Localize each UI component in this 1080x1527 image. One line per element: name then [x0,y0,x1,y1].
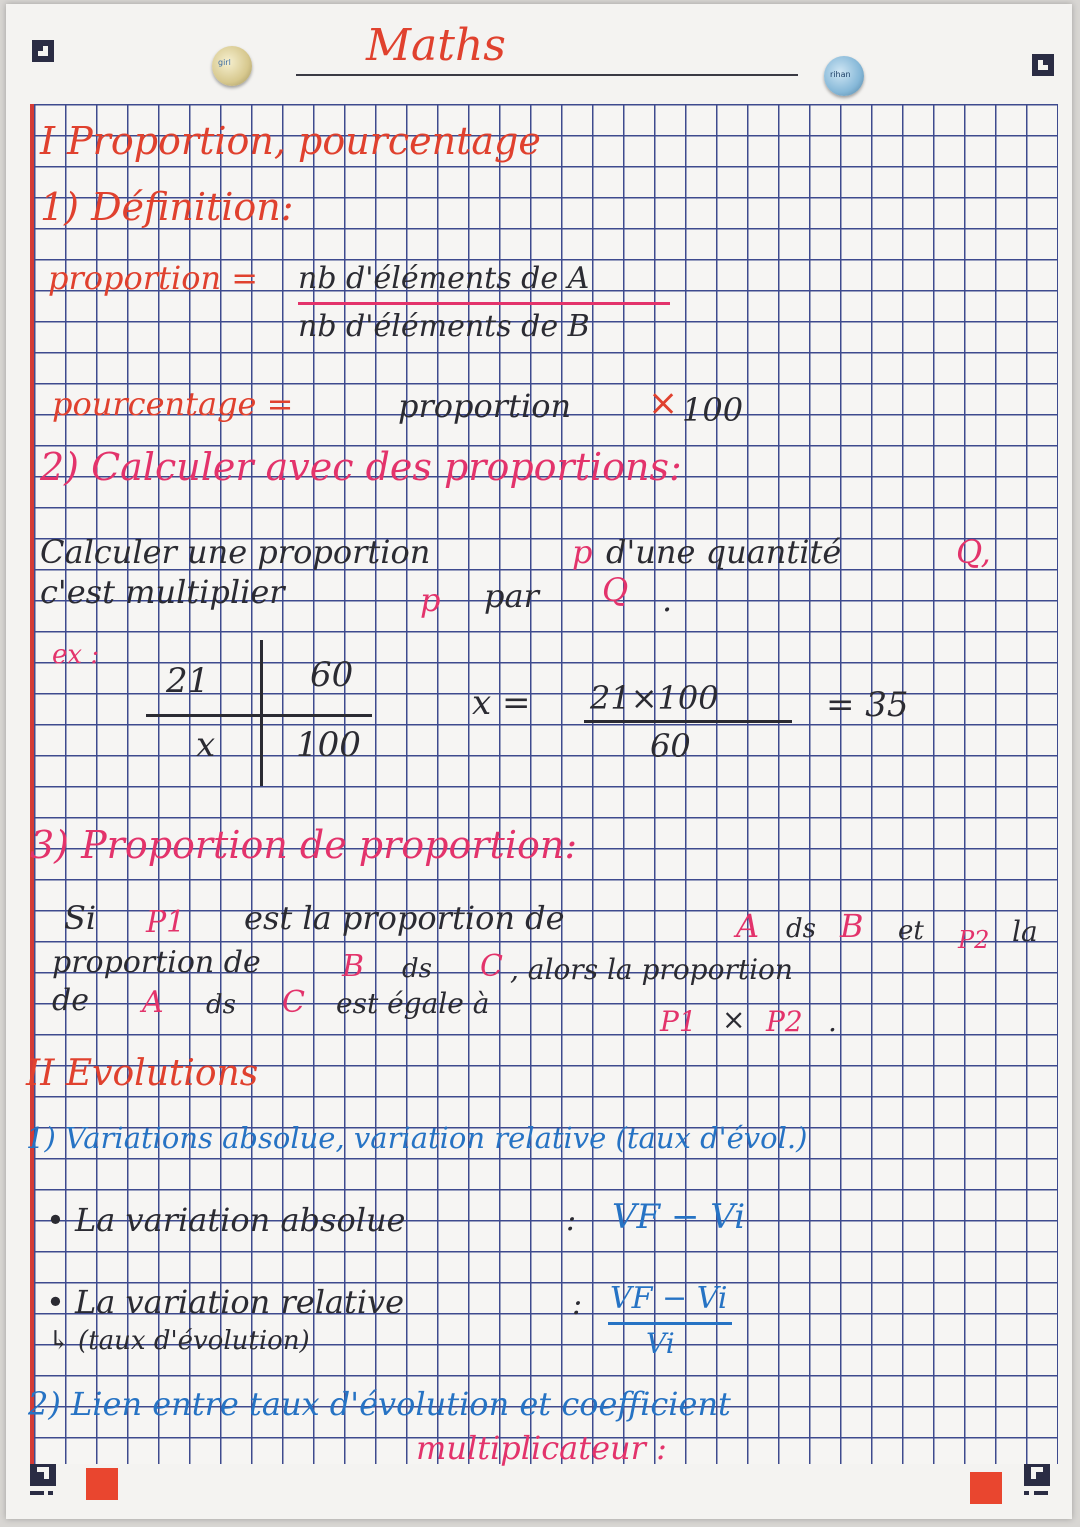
formula-numerator: 21×100 [590,679,719,717]
relative-variation-denominator: Vi [646,1327,675,1360]
proportion-label: proportion = [48,259,259,297]
table-vertical-line [260,640,263,786]
calc-line2-text-b: par [484,577,539,615]
relative-variation-label: • La variation relative [46,1283,405,1321]
formula-denominator: 60 [650,727,691,765]
calc-line1-text-b: d'une quantité [606,533,842,571]
percentage-hundred: 100 [682,391,744,429]
calc-line2-end: . [662,581,673,619]
pp-line3-C: C [282,985,305,1020]
pp-line1-si: Si [64,899,97,937]
subsection-2-1-heading: 1) Variations absolue, variation relative (taux d'évol.) [26,1121,808,1155]
calc-line1-p: p [572,533,593,571]
pp-line1-ds: ds [786,914,816,944]
subsection-1-3-heading: 3) Proportion de proportion: [30,823,578,867]
orange-square-marker-left [86,1468,118,1500]
absolute-variation-label: • La variation absolue [46,1201,406,1239]
grid-paper [30,104,1058,1467]
page-title: Maths [366,20,506,71]
absolute-variation-formula: VF − Vi [612,1197,746,1237]
corner-marker-top-right-icon [1032,54,1054,76]
subsection-1-2-heading: 2) Calculer avec des proportions: [40,445,682,489]
table-horizontal-line [146,714,372,717]
pp-line3-p2: P2 [766,1005,803,1038]
table-cell-r1c2: 60 [310,655,354,695]
pp-line3-de: de [52,983,89,1018]
pp-line1-p2: P2 [958,926,990,954]
pp-line2-ds: ds [402,954,432,984]
pp-line2-C: C [480,949,503,984]
percentage-proportion: proportion [398,387,572,425]
pp-line2-B: B [342,949,365,984]
notebook-page [6,4,1072,1519]
relative-variation-colon: : [572,1287,583,1322]
pp-line3-ds: ds [206,990,236,1020]
pp-line2-alors: , alors la proportion [510,953,793,986]
proportion-numerator: nb d'éléments de A [298,261,590,296]
pp-line3-egale: est égale à [336,987,490,1020]
subsection-1-1-heading: 1) Définition: [40,185,294,229]
pp-line1-text: est la proportion de [244,899,565,937]
section-2-heading: II Evolutions [26,1053,259,1094]
formula-lhs: x = [472,683,531,723]
relative-variation-subnote: ↳ (taux d'évolution) [48,1326,310,1356]
subsection-2-2-heading-line1: 2) Lien entre taux d'évolution et coefficient [28,1385,731,1423]
pp-line3-p1: P1 [660,1005,697,1038]
pp-line3-end: . [828,1005,837,1038]
pp-line1-p1: P1 [146,905,186,940]
pp-line1-A: A [736,907,760,945]
pp-line3-A: A [142,985,164,1020]
corner-marker-bottom-left-icon [30,1460,60,1496]
percentage-label: pourcentage = [52,385,294,423]
relative-variation-fraction-bar [608,1322,732,1325]
proportion-fraction-bar [298,302,670,305]
example-label: ex : [52,640,100,670]
absolute-variation-colon: : [566,1203,577,1238]
pin-right-label: rihan [830,70,851,79]
formula-fraction-bar [584,720,792,723]
title-underline [296,74,798,76]
calc-line1-q: Q, [956,533,991,571]
corner-marker-bottom-right-icon [1022,1460,1052,1496]
calc-line1-text-a: Calculer une proportion [40,533,431,571]
relative-variation-numerator: VF − Vi [610,1281,728,1316]
percentage-times-sign: × [648,383,679,424]
subsection-2-2-heading-line2: multiplicateur : [416,1429,667,1467]
section-1-heading: I Proportion, pourcentage [40,119,541,163]
table-cell-r2c2: 100 [296,725,361,765]
pp-line1-B: B [840,907,864,945]
pin-left [212,46,252,86]
pp-line1-la: la [1012,915,1038,948]
pp-line1-et: et [898,916,924,946]
calc-line2-q: Q [602,571,629,609]
pin-right [824,56,864,96]
orange-square-marker-right [970,1472,1002,1504]
pp-line3-times: × [722,1003,746,1036]
calc-line2-text-a: c'est multiplier [40,573,285,611]
corner-marker-top-left-icon [32,40,54,62]
table-cell-r2c1: x [196,725,216,765]
table-cell-r1c1: 21 [166,661,210,701]
proportion-denominator: nb d'éléments de B [298,309,590,344]
pin-left-label: girl [218,58,231,67]
formula-result: = 35 [826,685,909,725]
calc-line2-p: p [420,581,441,619]
pp-line2-text: proportion de [52,945,261,980]
